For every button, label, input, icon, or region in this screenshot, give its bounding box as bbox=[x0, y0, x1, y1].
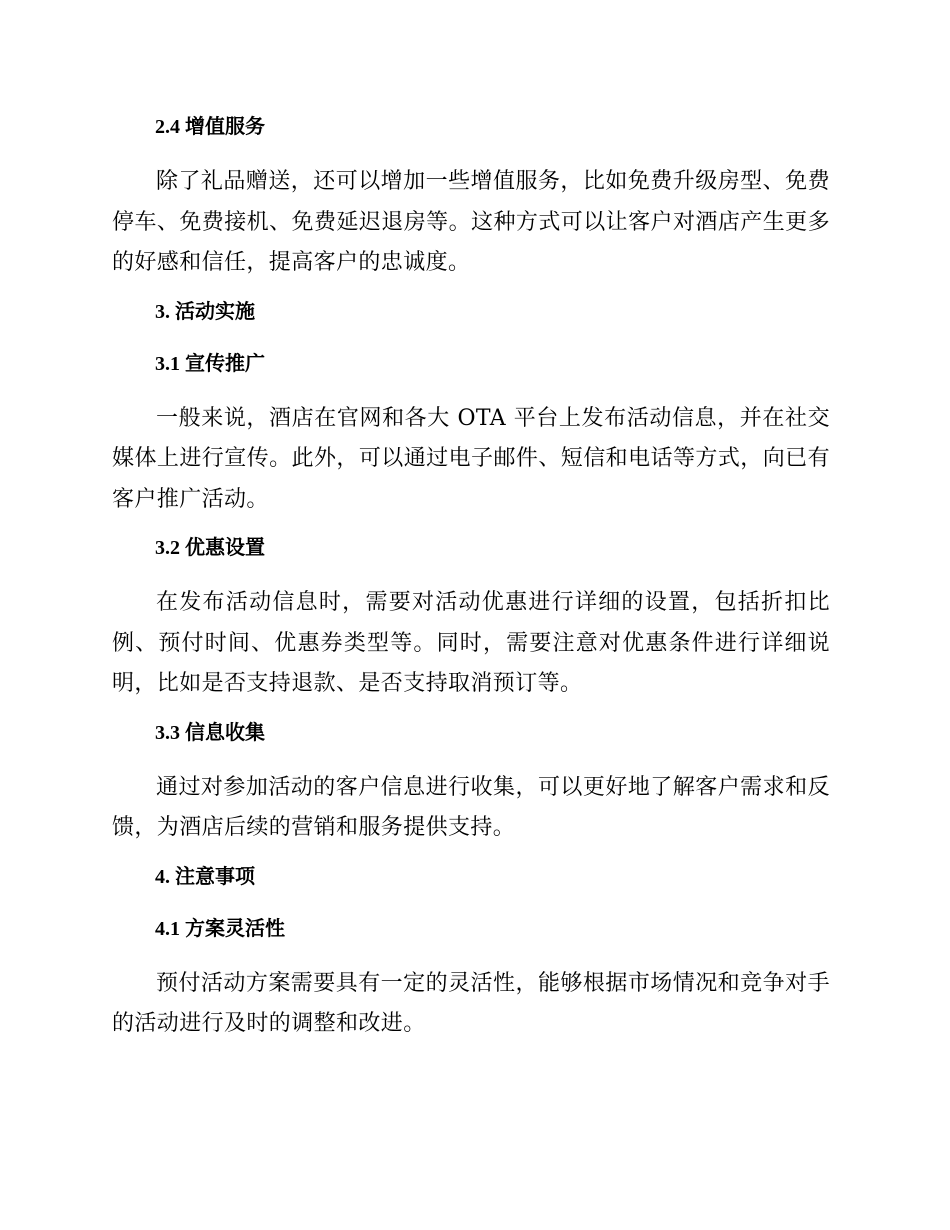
paragraph-discount-settings: 在发布活动信息时，需要对活动优惠进行详细的设置，包括折扣比例、预付时间、优惠券类型等。同时，需要注意对优惠条件进行详细说明，比如是否支持退款、是否支持取消预订等。 bbox=[112, 590, 830, 696]
paragraph-value-added-services: 除了礼品赠送，还可以增加一些增值服务，比如免费升级房型、免费停车、免费接机、免费延迟退房等。这种方式可以让客户对酒店产生更多的好感和信任，提高客户的忠诚度。 bbox=[112, 169, 830, 275]
paragraph-promotion: 一般来说，酒店在官网和各大 OTA 平台上发布活动信息，并在社交媒体上进行宣传。此外，可以通过电子邮件、短信和电话等方式，向已有客户推广活动。 bbox=[112, 405, 830, 512]
document-body bbox=[112, 110, 830, 1056]
section-heading-3-3: 3.3 信息收集 bbox=[155, 721, 265, 744]
section-heading-3-1: 3.1 宣传推广 bbox=[155, 352, 265, 375]
section-heading-3-2: 3.2 优惠设置 bbox=[155, 537, 265, 559]
section-heading-3: 3. 活动实施 bbox=[155, 300, 255, 323]
paragraph-plan-flexibility: 预付活动方案需要具有一定的灵活性，能够根据市场情况和竞争对手的活动进行及时的调整和改进。 bbox=[112, 970, 830, 1036]
section-heading-4-1: 4.1 方案灵活性 bbox=[155, 917, 285, 940]
paragraph-info-collection: 通过对参加活动的客户信息进行收集，可以更好地了解客户需求和反馈，为酒店后续的营销和服务提供支持。 bbox=[112, 774, 830, 840]
section-heading-4: 4. 注意事项 bbox=[155, 865, 255, 888]
section-heading-2-4: 2.4 增值服务 bbox=[155, 116, 265, 138]
